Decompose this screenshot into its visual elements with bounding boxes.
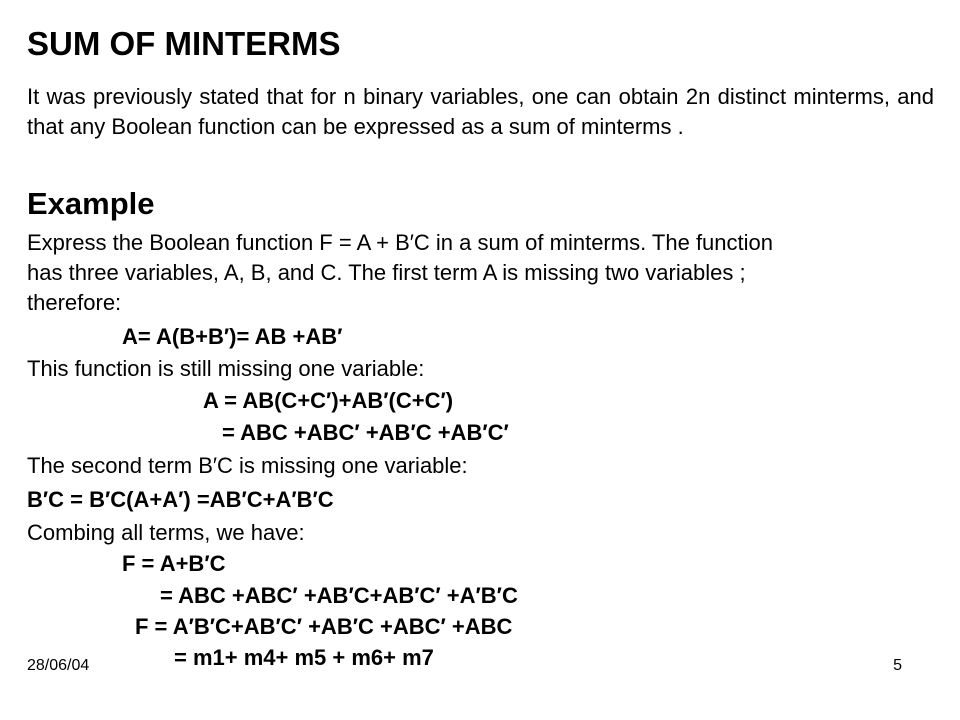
equation-line: F = A+B′C: [122, 551, 226, 576]
text-line: The second term B′C is missing one variable:: [27, 453, 468, 478]
equation-line: = m1+ m4+ m5 + m6+ m7: [174, 645, 434, 670]
equation-line: A = AB(C+C′)+AB′(C+C′): [203, 388, 454, 413]
equation-line: A= A(B+B′)= AB +AB′: [122, 324, 343, 349]
equation-line: F = A′B′C+AB′C′ +AB′C +ABC′ +ABC: [135, 614, 513, 639]
slide-title: SUM OF MINTERMS: [27, 25, 341, 62]
example-heading: Example: [27, 186, 155, 221]
equation-line: B′C = B′C(A+A′) =AB′C+A′B′C: [27, 487, 334, 512]
intro-paragraph: It was previously stated that for n binary variables, one can obtain 2n distinct minterms, and that any Boolean function can be expressed as a sum of minterms .: [27, 84, 934, 139]
text-line: This function is still missing one variable:: [27, 356, 425, 381]
equation-line: = ABC +ABC′ +AB′C+AB′C′ +A′B′C: [160, 583, 518, 608]
page-number: 5: [893, 657, 902, 674]
text-line: Combing all terms, we have:: [27, 520, 305, 545]
text-line: therefore:: [27, 290, 122, 315]
text-line: Express the Boolean function F = A + B′C in a sum of minterms. The function: [27, 230, 773, 255]
equation-line: = ABC +ABC′ +AB′C +AB′C′: [222, 420, 509, 445]
footer-date: 28/06/04: [27, 657, 90, 674]
text-line: has three variables, A, B, and C. The first term A is missing two variables ;: [27, 260, 746, 285]
